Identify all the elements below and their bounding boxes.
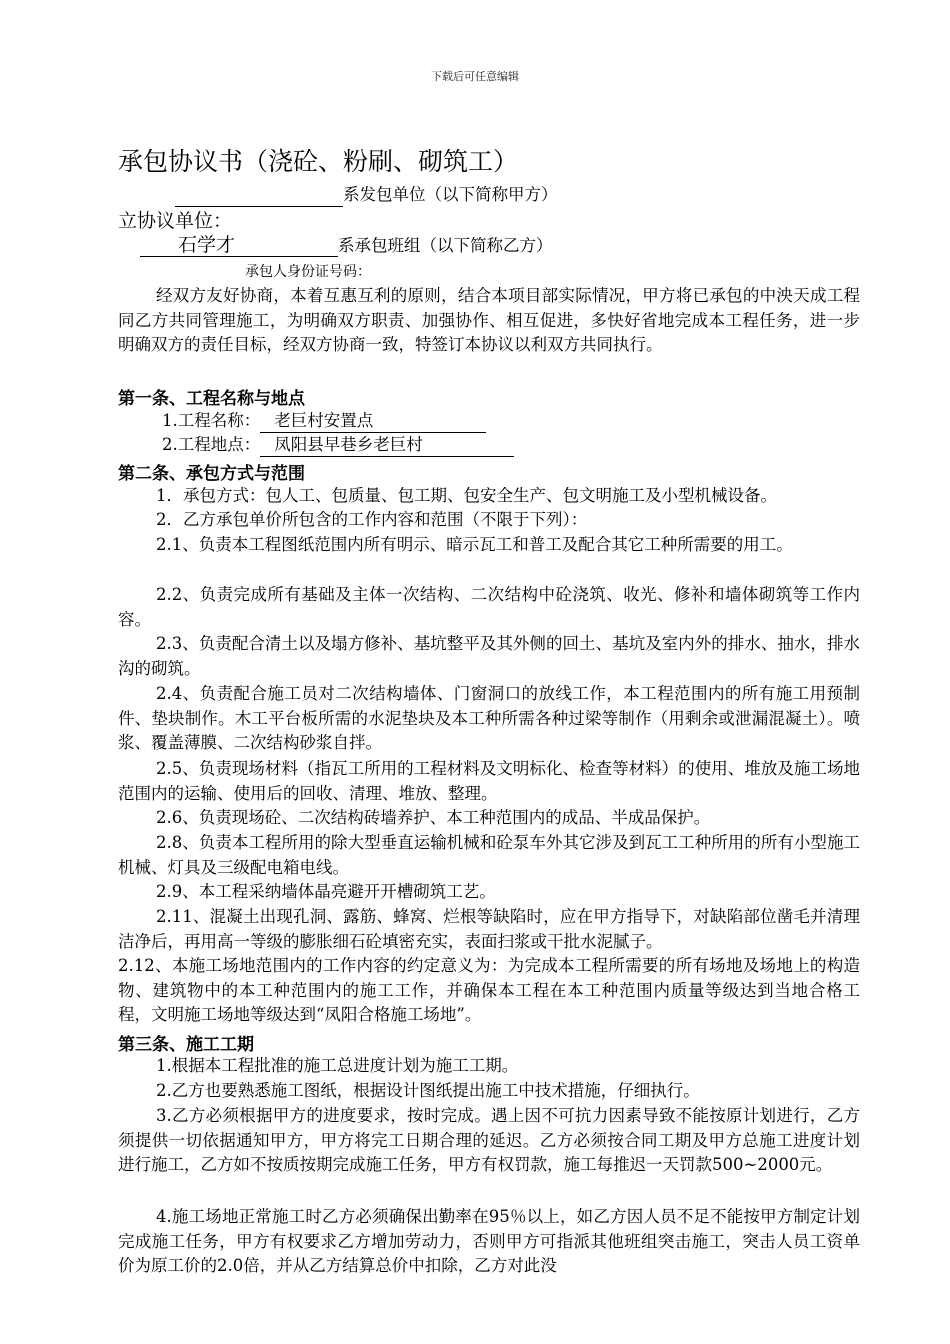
section3-p1: 1.根据本工程批准的施工总进度计划为施工工期。 xyxy=(156,1056,519,1075)
section2-p2-5: 2.5、负责现场材料（指瓦工所用的工程材料及文明标化、检查等材料）的使用、堆放及施工场地范围内的运输、使用后的回收、清理、堆放、整理。 xyxy=(118,759,860,803)
section3-p4: 4.施工场地正常施工时乙方必须确保出勤率在95％以上，如乙方因人员不足不能按甲方制定计划完成施工任务，甲方有权要求乙方增加劳动力，否则甲方可指派其他班组突击施工，突击人员工资单价为原工价的2.0倍，并从乙方结算总价中扣除，乙方对此没 xyxy=(118,1207,860,1275)
party-b-name: 石学才 xyxy=(140,234,338,257)
document-title: 承包协议书（浇砼、粉刷、砌筑工） xyxy=(118,147,519,176)
section2-p2-1: 2.1、负责本工程图纸范围内所有明示、暗示瓦工和普工及配合其它工种所需要的用工。 xyxy=(156,535,793,554)
section2-p2-11: 2.11、混凝土出现孔洞、露筋、蜂窝、烂根等缺陷时，应在甲方指导下，对缺陷部位凿毛并清理洁净后，再用高一等级的膨胀细石砼填密充实，表面扫浆或干批水泥腻子。 xyxy=(118,907,860,951)
project-name-label: 1.工程名称： xyxy=(162,411,261,430)
section2-p2-9: 2.9、本工程采纳墙体晶亮避开开槽砌筑工艺。 xyxy=(156,882,496,901)
section2-p2-8: 2.8、负责本工程所用的除大型垂直运输机械和砼泵车外其它涉及到瓦工工种所用的所有小型施工机械、灯具及三级配电箱电线。 xyxy=(118,833,860,877)
section2-p2: 2．乙方承包单价所包含的工作内容和范围（不限于下列）： xyxy=(156,510,588,529)
section1-heading: 第一条、工程名称与地点 xyxy=(118,389,305,409)
party-b-label: 系承包班组（以下简称乙方） xyxy=(338,236,553,255)
project-name-value: 老巨村安置点 xyxy=(260,410,486,433)
section2-p2-4: 2.4、负责配合施工员对二次结构墙体、门窗洞口的放线工作，本工程范围内的所有施工用预制件、垫块制作。木工平台板所需的水泥垫块及本工种所需各种过梁等制作（用剩余或泄漏混凝土）。喷浆、覆盖薄膜、二次结构砂浆自拌。 xyxy=(118,684,860,752)
party-a-line xyxy=(175,183,558,207)
project-name-line xyxy=(162,409,486,433)
section2-p2-12: 2.12、本施工场地范围内的工作内容的约定意义为：为完成本工程所需要的所有场地及场地上的构造物、建筑物中的本工种范围内的施工工作，并确保本工程在本工种范围内质量等级达到当地合格工程，文明施工场地等级达到“凤阳合格施工场地”。 xyxy=(118,956,860,1024)
section2-p1: 1．承包方式：包人工、包质量、包工期、包安全生产、包文明施工及小型机械设备。 xyxy=(156,486,777,505)
project-place-value: 凤阳县早巷乡老巨村 xyxy=(260,434,514,457)
project-place-label: 2.工程地点： xyxy=(162,435,261,454)
section2-p2-2: 2.2、负责完成所有基础及主体一次结构、二次结构中砼浇筑、收光、修补和墙体砌筑等工作内容。 xyxy=(118,585,860,629)
project-place-line xyxy=(162,433,514,457)
party-a-blank[interactable] xyxy=(175,186,343,207)
section2-heading: 第二条、承包方式与范围 xyxy=(118,464,305,484)
intro-paragraph: 经双方友好协商，本着互惠互利的原则，结合本项目部实际情况，甲方将已承包的中泱天成工程同乙方共同管理施工，为明确双方职责、加强协作、相互促进，多快好省地完成本工程任务，进一步明确双方的责任目标，经双方协商一致，特签订本协议以利双方共同执行。 xyxy=(118,286,860,354)
section3-p2: 2.乙方也要熟悉施工图纸，根据设计图纸提出施工中技术措施，仔细执行。 xyxy=(156,1081,700,1100)
id-number-label: 承包人身份证号码： xyxy=(245,264,371,280)
header-note: 下载后可任意编辑 xyxy=(431,70,519,83)
party-a-label: 系发包单位（以下简称甲方） xyxy=(343,185,558,204)
section3-p3: 3.乙方必须根据甲方的进度要求，按时完成。遇上因不可抗力因素导致不能按原计划进行，乙方须提供一切依据通知甲方，甲方将完工日期合理的延迟。乙方必须按合同工期及甲方总施工进度计划进行施工，乙方如不按质按期完成施工任务，甲方有权罚款，施工每推迟一天罚款500~2000元。 xyxy=(118,1106,860,1174)
section2-p2-3: 2.3、负责配合清土以及塌方修补、基坑整平及其外侧的回土、基坑及室内外的排水、抽水，排水沟的砌筑。 xyxy=(118,634,860,678)
party-b-line xyxy=(140,234,553,258)
section2-p2-6: 2.6、负责现场砼、二次结构砖墙养护、本工种范围内的成品、半成品保护。 xyxy=(156,808,711,827)
agreement-label: 立协议单位： xyxy=(118,210,233,232)
section3-heading: 第三条、施工工期 xyxy=(118,1035,254,1055)
